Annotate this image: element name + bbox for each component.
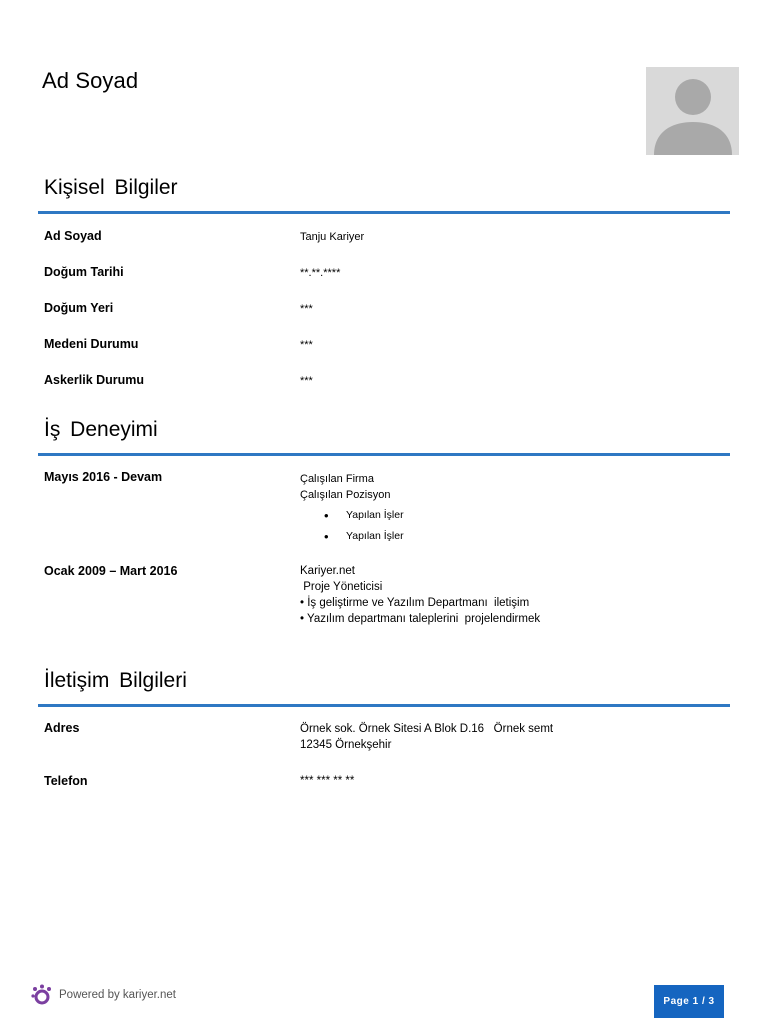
value-marital-status: *** — [300, 339, 313, 351]
label-name: Ad Soyad — [44, 229, 102, 243]
list-item: • Yapılan İşler — [346, 509, 404, 530]
section-divider — [38, 453, 730, 456]
kariyer-logo-icon — [31, 984, 53, 1006]
list-item: • İş geliştirme ve Yazılım Departmanı iletişim — [300, 597, 530, 609]
label-marital-status: Medeni Durumu — [44, 337, 139, 351]
label-phone: Telefon — [44, 774, 88, 788]
experience-position: Proje Yöneticisi — [300, 581, 383, 593]
value-address-line2: 12345 Örnekşehir — [300, 739, 392, 751]
experience-task-list — [346, 509, 404, 551]
user-placeholder-icon — [646, 67, 739, 155]
value-military-status: *** — [300, 375, 313, 387]
value-birth-date: **.**.**** — [300, 267, 341, 279]
avatar — [646, 67, 739, 155]
section-divider — [38, 211, 730, 214]
label-birth-place: Doğum Yeri — [44, 301, 114, 315]
section-title-contact: İletişim Bilgileri — [44, 669, 187, 692]
experience-position: Çalışılan Pozisyon — [300, 489, 391, 501]
footer-brand — [31, 984, 176, 1006]
value-birth-place: *** — [300, 303, 313, 315]
footer-brand-text: Powered by kariyer.net — [59, 989, 176, 1001]
label-birth-date: Doğum Tarihi — [44, 265, 124, 279]
page-indicator: Page 1 / 3 — [654, 985, 724, 1018]
experience-company: Kariyer.net — [300, 565, 355, 577]
section-title-experience: İş Deneyimi — [44, 418, 158, 441]
experience-company: Çalışılan Firma — [300, 473, 374, 485]
label-address: Adres — [44, 721, 80, 735]
label-military-status: Askerlik Durumu — [44, 373, 145, 387]
section-title-personal: Kişisel Bilgiler — [44, 176, 178, 199]
experience-period: Mayıs 2016 - Devam — [44, 470, 163, 484]
list-item: • Yazılım departmanı taleplerini projelendirmek — [300, 613, 541, 625]
value-address-line1: Örnek sok. Örnek Sitesi A Blok D.16 Örnek semt — [300, 723, 554, 735]
experience-period: Ocak 2009 – Mart 2016 — [44, 564, 178, 578]
value-phone: *** *** ** ** — [300, 775, 355, 787]
list-item: • Yapılan İşler — [346, 530, 404, 551]
section-divider — [38, 704, 730, 707]
value-name: Tanju Kariyer — [300, 231, 365, 243]
candidate-name: Ad Soyad — [42, 68, 139, 93]
